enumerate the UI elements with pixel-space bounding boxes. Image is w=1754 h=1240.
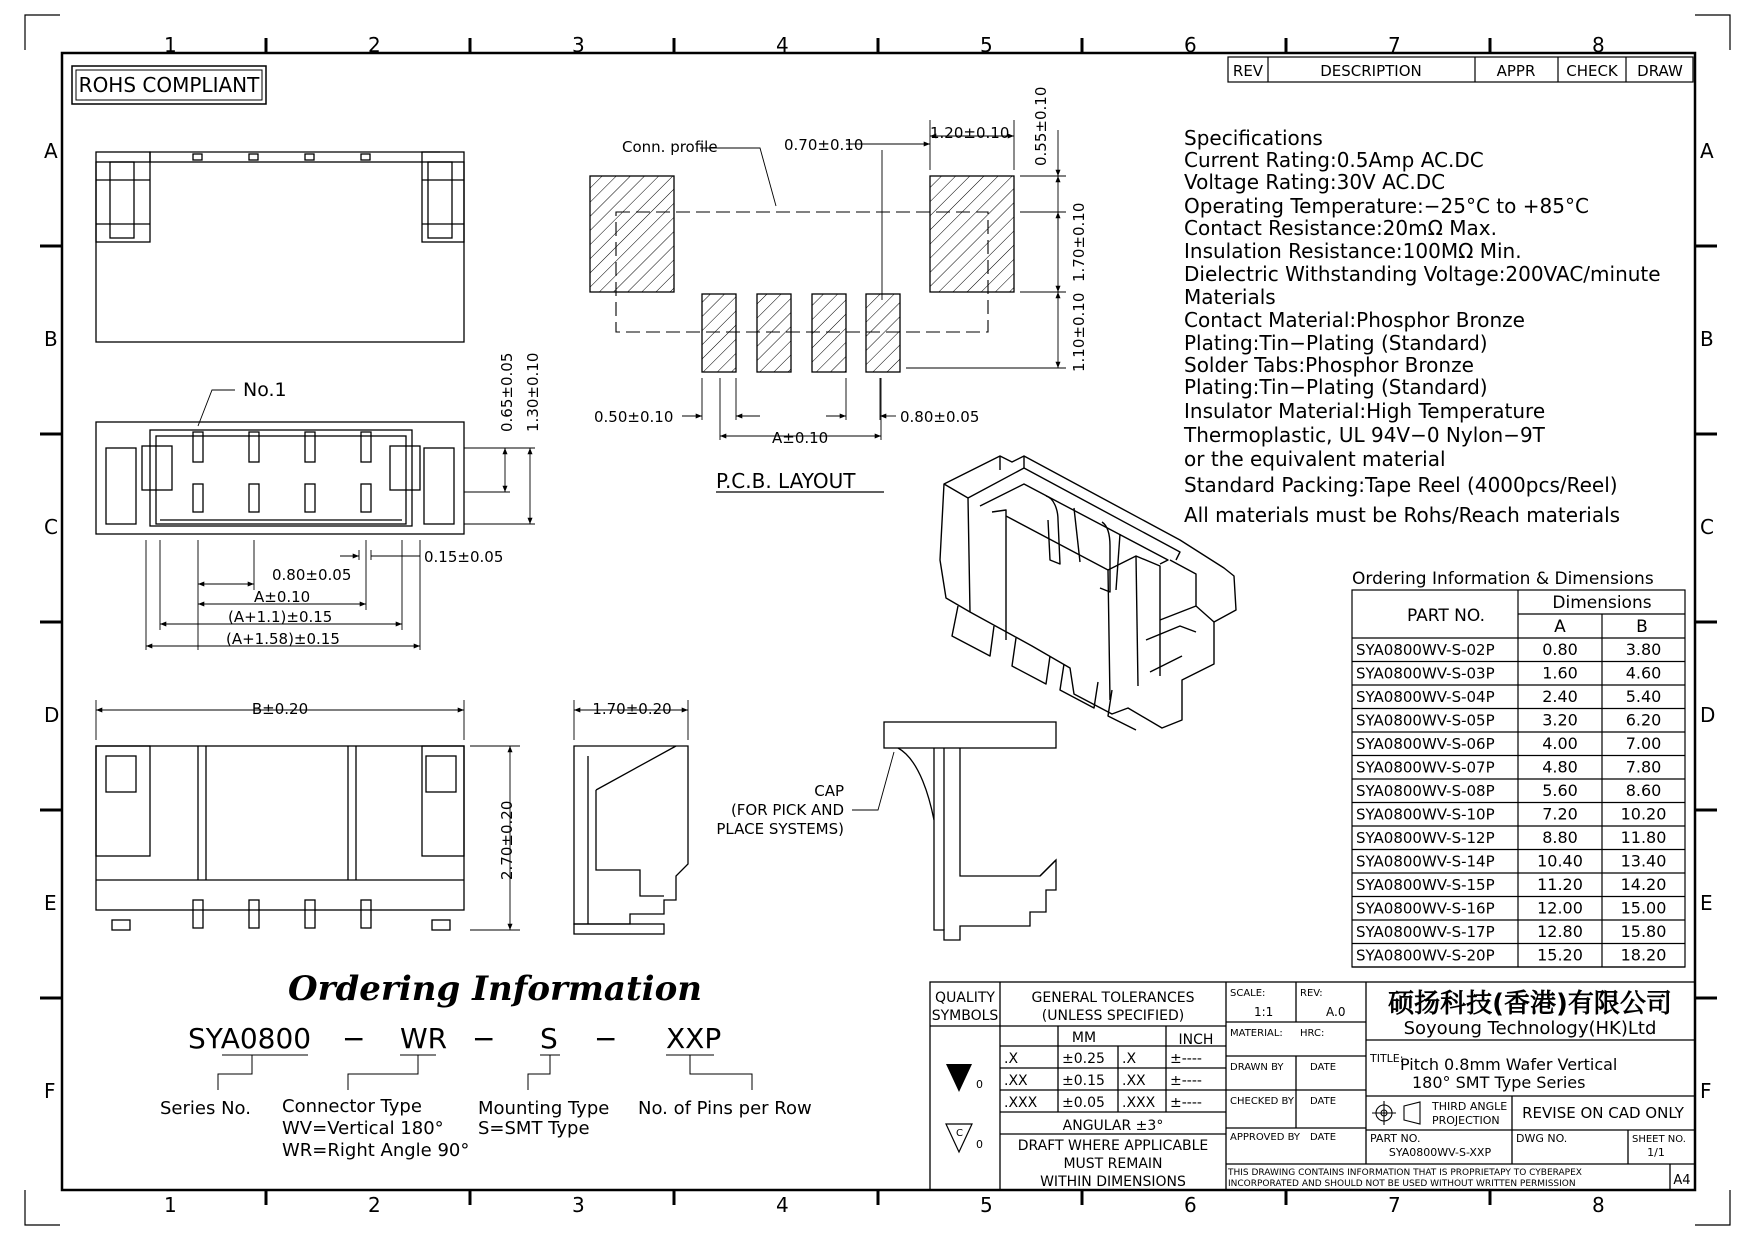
tolerances-label-0: GENERAL TOLERANCES bbox=[1031, 990, 1195, 1006]
ordering-row-5-cell-0: SYA0800WV-S-07P bbox=[1356, 758, 1495, 777]
code-sep-3: − bbox=[594, 1022, 618, 1055]
spec-line-3: Operating Temperature:−25°C to +85°C bbox=[1184, 194, 1589, 218]
zone-col-1: 1 bbox=[164, 33, 177, 57]
drawing-title-1: 180° SMT Type Series bbox=[1412, 1073, 1586, 1092]
ordering-row-8-cell-1: 8.80 bbox=[1542, 828, 1578, 847]
quality-symbol-filled bbox=[946, 1064, 972, 1092]
connector-type-1: WV=Vertical 180° bbox=[282, 1118, 444, 1139]
spec-line-11: Plating:Tin−Plating (Standard) bbox=[1184, 375, 1488, 399]
code-series: SYA0800 bbox=[188, 1022, 312, 1055]
ordering-row-10-cell-1: 11.20 bbox=[1537, 875, 1583, 894]
ordering-table-title: Ordering Information & Dimensions bbox=[1352, 569, 1654, 589]
draft-0: DRAFT WHERE APPLICABLE bbox=[1017, 1138, 1209, 1154]
tol-row-1-cell-0: .XX bbox=[1004, 1073, 1028, 1089]
zone-col-2b: 2 bbox=[368, 1193, 381, 1217]
ordering-row-4-cell-2: 7.00 bbox=[1625, 734, 1662, 753]
ordering-row-4-cell-1: 4.00 bbox=[1542, 734, 1578, 753]
part-no-label: PART NO. bbox=[1370, 1132, 1421, 1145]
inch-header: INCH bbox=[1178, 1032, 1214, 1048]
ordering-row-7-cell-2: 10.20 bbox=[1620, 804, 1667, 824]
zone-row-d-r: D bbox=[1700, 703, 1716, 727]
zone-row-e-r: E bbox=[1700, 891, 1713, 915]
dim-270: 2.70±0.20 bbox=[498, 800, 516, 880]
pin-1-label: No.1 bbox=[243, 379, 287, 401]
zone-row-f-r: F bbox=[1700, 1079, 1712, 1103]
mm-header: MM bbox=[1071, 1030, 1097, 1046]
zone-row-c-r: C bbox=[1700, 515, 1714, 539]
ordering-row-2-cell-1: 2.40 bbox=[1542, 687, 1578, 706]
ordering-row-5-cell-1: 4.80 bbox=[1542, 757, 1578, 777]
tol-row-1-cell-3: ±---- bbox=[1170, 1073, 1202, 1089]
dim-pcb-050: 0.50±0.10 bbox=[594, 408, 674, 426]
part-no-value: SYA0800WV-S-XXP bbox=[1388, 1146, 1492, 1159]
tol-row-1-cell-2: .XX bbox=[1122, 1073, 1146, 1089]
code-pins: XXP bbox=[666, 1022, 722, 1055]
tol-row-0-cell-3: ±---- bbox=[1170, 1051, 1202, 1067]
zone-col-8b: 8 bbox=[1592, 1193, 1605, 1217]
draft-1: MUST REMAIN bbox=[1063, 1156, 1163, 1172]
ordering-row-6-cell-2: 8.60 bbox=[1625, 781, 1662, 800]
ordering-row-3-cell-0: SYA0800WV-S-05P bbox=[1356, 711, 1495, 730]
front-view-dims bbox=[96, 700, 520, 930]
dim-pcb-120: 1.20±0.10 bbox=[930, 124, 1010, 142]
code-type: WR bbox=[400, 1022, 448, 1055]
dimensions-header: Dimensions bbox=[1552, 593, 1652, 613]
sheet-no-value: 1/1 bbox=[1647, 1146, 1665, 1159]
pins-per-row: No. of Pins per Row bbox=[638, 1098, 812, 1119]
part-no-header: PART NO. bbox=[1407, 606, 1485, 626]
dim-a158: (A+1.58)±0.15 bbox=[226, 630, 340, 648]
hrc-label: HRC: bbox=[1300, 1028, 1325, 1039]
zone-col-4: 4 bbox=[776, 33, 789, 57]
approved-date-label: DATE bbox=[1310, 1132, 1337, 1143]
tol-row-2-cell-2: .XXX bbox=[1122, 1095, 1156, 1111]
dim-pcb-a: A±0.10 bbox=[772, 429, 829, 447]
spec-line-5: Insulation Resistance:100MΩ Min. bbox=[1184, 239, 1522, 263]
cap-label-1: (FOR PICK AND bbox=[730, 801, 844, 819]
spec-line-13: Thermoplastic, UL 94V−0 Nylon−9T bbox=[1184, 423, 1545, 447]
spec-line-6: Dielectric Withstanding Voltage:200VAC/minute bbox=[1184, 262, 1661, 286]
draft-2: WITHIN DIMENSIONS bbox=[1040, 1174, 1186, 1190]
tol-row-0-cell-2: .X bbox=[1122, 1051, 1137, 1067]
specifications bbox=[1183, 126, 1661, 527]
zone-col-4b: 4 bbox=[776, 1193, 789, 1217]
spec-line-9: Plating:Tin−Plating (Standard) bbox=[1184, 331, 1488, 355]
zone-col-7: 7 bbox=[1388, 33, 1401, 57]
rear-view bbox=[96, 152, 464, 342]
cap-view bbox=[884, 722, 1056, 940]
dim-a-top: A±0.10 bbox=[254, 588, 311, 606]
zone-row-a: A bbox=[44, 139, 58, 163]
zone-col-5b: 5 bbox=[980, 1193, 993, 1217]
ordering-row-8-cell-2: 11.80 bbox=[1620, 828, 1667, 847]
zone-col-1b: 1 bbox=[164, 1193, 177, 1217]
pcb-layout bbox=[590, 176, 1014, 372]
code-sep-1: − bbox=[342, 1022, 366, 1055]
ordering-row-11-cell-1: 12.00 bbox=[1537, 898, 1583, 918]
cap-label-0: CAP bbox=[814, 782, 844, 800]
appr-header: APPR bbox=[1496, 62, 1536, 80]
ordering-row-2-cell-0: SYA0800WV-S-04P bbox=[1356, 688, 1495, 706]
ordering-row-7-cell-1: 7.20 bbox=[1542, 804, 1578, 824]
sheet-no-label: SHEET NO. bbox=[1632, 1134, 1686, 1145]
checked-date-label: DATE bbox=[1310, 1096, 1337, 1107]
ordering-info bbox=[160, 969, 812, 1161]
top-view bbox=[96, 422, 464, 534]
mounting-type-0: Mounting Type bbox=[478, 1098, 610, 1119]
ordering-row-9-cell-1: 10.40 bbox=[1537, 851, 1583, 871]
ordering-row-9-cell-0: SYA0800WV-S-14P bbox=[1356, 852, 1495, 871]
material-label: MATERIAL: bbox=[1230, 1028, 1283, 1039]
drawn-date-label: DATE bbox=[1310, 1062, 1337, 1073]
ordering-row-1-cell-1: 1.60 bbox=[1542, 663, 1578, 683]
isometric-view bbox=[940, 456, 1236, 730]
quality-symbol-c: C bbox=[956, 1128, 963, 1139]
scale-value: 1:1 bbox=[1254, 1005, 1274, 1019]
ordering-row-13-cell-0: SYA0800WV-S-20P bbox=[1356, 946, 1495, 965]
dim-pcb-110: 1.10±0.10 bbox=[1070, 292, 1088, 372]
ordering-row-1-cell-2: 4.60 bbox=[1625, 663, 1662, 683]
ordering-row-10-cell-2: 14.20 bbox=[1620, 875, 1667, 894]
zone-row-d: D bbox=[44, 703, 60, 727]
zone-col-6b: 6 bbox=[1184, 1193, 1197, 1217]
rohs-badge bbox=[72, 66, 266, 104]
ordering-row-9-cell-2: 13.40 bbox=[1620, 851, 1667, 871]
spec-line-0: Specifications bbox=[1184, 126, 1323, 150]
svg-text:ROHS COMPLIANT: ROHS COMPLIANT bbox=[78, 73, 260, 97]
zone-row-b-r: B bbox=[1700, 327, 1714, 351]
side-view bbox=[574, 746, 688, 934]
zone-col-3b: 3 bbox=[572, 1193, 585, 1217]
rev-label: REV: bbox=[1300, 988, 1323, 999]
ordering-row-10-cell-0: SYA0800WV-S-15P bbox=[1356, 876, 1495, 894]
dim-pcb-080: 0.80±0.05 bbox=[900, 408, 980, 426]
zone-row-e: E bbox=[44, 891, 57, 915]
projection-label-1: PROJECTION bbox=[1432, 1114, 1500, 1127]
ordering-table bbox=[1352, 569, 1685, 967]
revise-on-cad: REVISE ON CAD ONLY bbox=[1522, 1104, 1684, 1122]
ordering-row-6-cell-1: 5.60 bbox=[1542, 781, 1578, 800]
spec-line-16: All materials must be Rohs/Reach materials bbox=[1184, 503, 1621, 527]
dim-side-170: 1.70±0.20 bbox=[592, 700, 672, 718]
tol-row-0-cell-0: .X bbox=[1004, 1051, 1019, 1067]
ordering-row-0-cell-0: SYA0800WV-S-02P bbox=[1356, 641, 1495, 659]
projection-icon bbox=[1372, 1101, 1420, 1125]
cap-label-2: PLACE SYSTEMS) bbox=[716, 820, 844, 838]
zone-col-5: 5 bbox=[980, 33, 993, 57]
ordering-row-5-cell-2: 7.80 bbox=[1625, 757, 1662, 777]
zone-col-2: 2 bbox=[368, 33, 381, 57]
series-label: Series No. bbox=[160, 1098, 251, 1119]
dim-b: B±0.20 bbox=[251, 700, 309, 718]
revision-block bbox=[1228, 57, 1693, 82]
checked-by-label: CHECKED BY bbox=[1230, 1096, 1294, 1107]
ordering-row-3-cell-2: 6.20 bbox=[1625, 710, 1662, 730]
zone-row-c: C bbox=[44, 515, 58, 539]
dim-080-top: 0.80±0.05 bbox=[272, 566, 352, 584]
check-header: CHECK bbox=[1566, 62, 1618, 80]
tol-row-2-cell-3: ±---- bbox=[1170, 1095, 1202, 1111]
zone-col-7b: 7 bbox=[1388, 1193, 1401, 1217]
ordering-row-6-cell-0: SYA0800WV-S-08P bbox=[1356, 782, 1495, 800]
notice-1: INCORPORATED AND SHOULD NOT BE USED WITHOUT WRITTEN PERMISSION bbox=[1228, 1179, 1576, 1189]
pcb-layout-title: P.C.B. LAYOUT bbox=[716, 469, 856, 493]
quality-symbol-0b: 0 bbox=[976, 1138, 983, 1151]
ordering-row-2-cell-2: 5.40 bbox=[1625, 687, 1662, 706]
drawing-title-0: Pitch 0.8mm Wafer Vertical bbox=[1400, 1055, 1618, 1074]
ordering-row-0-cell-1: 0.80 bbox=[1542, 640, 1578, 659]
ordering-row-3-cell-1: 3.20 bbox=[1542, 710, 1578, 730]
rev-value: A.0 bbox=[1326, 1005, 1346, 1019]
zone-row-f: F bbox=[44, 1079, 56, 1103]
approved-by-label: APPROVED BY bbox=[1230, 1132, 1301, 1143]
ordering-row-7-cell-0: SYA0800WV-S-10P bbox=[1356, 805, 1495, 824]
tol-row-1-cell-1: ±0.15 bbox=[1062, 1073, 1105, 1089]
dim-065: 0.65±0.05 bbox=[498, 352, 516, 432]
ordering-row-13-cell-2: 18.20 bbox=[1620, 945, 1667, 965]
tolerances-label-1: (UNLESS SPECIFIED) bbox=[1041, 1008, 1185, 1024]
rev-header: REV bbox=[1232, 62, 1264, 80]
quality-symbols bbox=[946, 1064, 983, 1152]
angular-tol: ANGULAR ±3° bbox=[1062, 1118, 1164, 1134]
conn-profile-label: Conn. profile bbox=[622, 138, 718, 156]
ordering-row-11-cell-0: SYA0800WV-S-16P bbox=[1356, 899, 1495, 918]
spec-line-8: Contact Material:Phosphor Bronze bbox=[1184, 308, 1525, 332]
spec-line-4: Contact Resistance:20mΩ Max. bbox=[1184, 216, 1497, 240]
ordering-row-1-cell-0: SYA0800WV-S-03P bbox=[1356, 664, 1495, 683]
ordering-row-12-cell-0: SYA0800WV-S-17P bbox=[1356, 923, 1495, 941]
zone-row-b: B bbox=[44, 327, 58, 351]
ordering-info-title: Ordering Information bbox=[288, 969, 702, 1009]
zone-col-6: 6 bbox=[1184, 33, 1197, 57]
spec-line-15: Standard Packing:Tape Reel (4000pcs/Reel) bbox=[1184, 473, 1618, 497]
ordering-row-11-cell-2: 15.00 bbox=[1620, 898, 1667, 918]
tol-row-2-cell-0: .XXX bbox=[1004, 1095, 1038, 1111]
company-name-cn: 硕扬科技(香港)有限公司 bbox=[1388, 989, 1672, 1019]
mounting-type-1: S=SMT Type bbox=[478, 1118, 590, 1139]
connector-type-0: Connector Type bbox=[282, 1096, 422, 1117]
dim-130: 1.30±0.10 bbox=[524, 352, 542, 432]
title-label: TITLE: bbox=[1370, 1052, 1404, 1065]
dim-pcb-055: 0.55±0.10 bbox=[1032, 86, 1050, 166]
quality-label-1: SYMBOLS bbox=[931, 1008, 999, 1024]
zone-col-8: 8 bbox=[1592, 33, 1605, 57]
connector-type-2: WR=Right Angle 90° bbox=[282, 1140, 470, 1161]
col-a-header: A bbox=[1554, 617, 1566, 637]
cap-leader bbox=[852, 752, 894, 810]
zone-row-a-r: A bbox=[1700, 139, 1714, 163]
drawn-by-label: DRAWN BY bbox=[1230, 1062, 1284, 1073]
spec-line-1: Current Rating:0.5Amp AC.DC bbox=[1184, 148, 1484, 172]
dim-pcb-170: 1.70±0.10 bbox=[1070, 202, 1088, 282]
ordering-row-4-cell-0: SYA0800WV-S-06P bbox=[1356, 735, 1495, 753]
spec-line-14: or the equivalent material bbox=[1184, 447, 1446, 471]
sheet-size: A4 bbox=[1673, 1173, 1691, 1188]
zone-col-3: 3 bbox=[572, 33, 585, 57]
spec-line-10: Solder Tabs:Phosphor Bronze bbox=[1184, 353, 1474, 377]
spec-line-7: Materials bbox=[1184, 285, 1276, 309]
quality-label-0: QUALITY bbox=[935, 990, 995, 1006]
dwg-no-label: DWG NO. bbox=[1516, 1132, 1568, 1145]
draw-header: DRAW bbox=[1637, 62, 1683, 80]
tol-row-2-cell-1: ±0.05 bbox=[1062, 1095, 1105, 1111]
notice-0: THIS DRAWING CONTAINS INFORMATION THAT IS PROPRIETAPY TO CYBERAPEX bbox=[1228, 1168, 1582, 1178]
dim-pcb-070: 0.70±0.10 bbox=[784, 136, 864, 154]
ordering-row-12-cell-1: 12.80 bbox=[1537, 922, 1583, 941]
spec-line-2: Voltage Rating:30V AC.DC bbox=[1184, 170, 1446, 194]
spec-line-12: Insulator Material:High Temperature bbox=[1184, 399, 1546, 423]
tol-row-0-cell-1: ±0.25 bbox=[1062, 1051, 1105, 1067]
scale-label: SCALE: bbox=[1230, 988, 1266, 999]
ordering-row-8-cell-0: SYA0800WV-S-12P bbox=[1356, 829, 1495, 847]
company-name-en: Soyoung Technology(HK)Ltd bbox=[1403, 1018, 1657, 1039]
projection-label-0: THIRD ANGLE bbox=[1432, 1100, 1508, 1113]
code-sep-2: − bbox=[472, 1022, 496, 1055]
description-header: DESCRIPTION bbox=[1320, 62, 1422, 80]
quality-symbol-0a: 0 bbox=[976, 1078, 983, 1091]
code-mount: S bbox=[540, 1022, 558, 1055]
ordering-row-13-cell-1: 15.20 bbox=[1537, 945, 1583, 965]
dim-a11: (A+1.1)±0.15 bbox=[228, 608, 333, 626]
ordering-row-12-cell-2: 15.80 bbox=[1620, 922, 1667, 941]
ordering-row-0-cell-2: 3.80 bbox=[1625, 640, 1662, 659]
col-b-header: B bbox=[1636, 617, 1648, 637]
dim-015: 0.15±0.05 bbox=[424, 548, 504, 566]
front-view bbox=[96, 746, 464, 930]
